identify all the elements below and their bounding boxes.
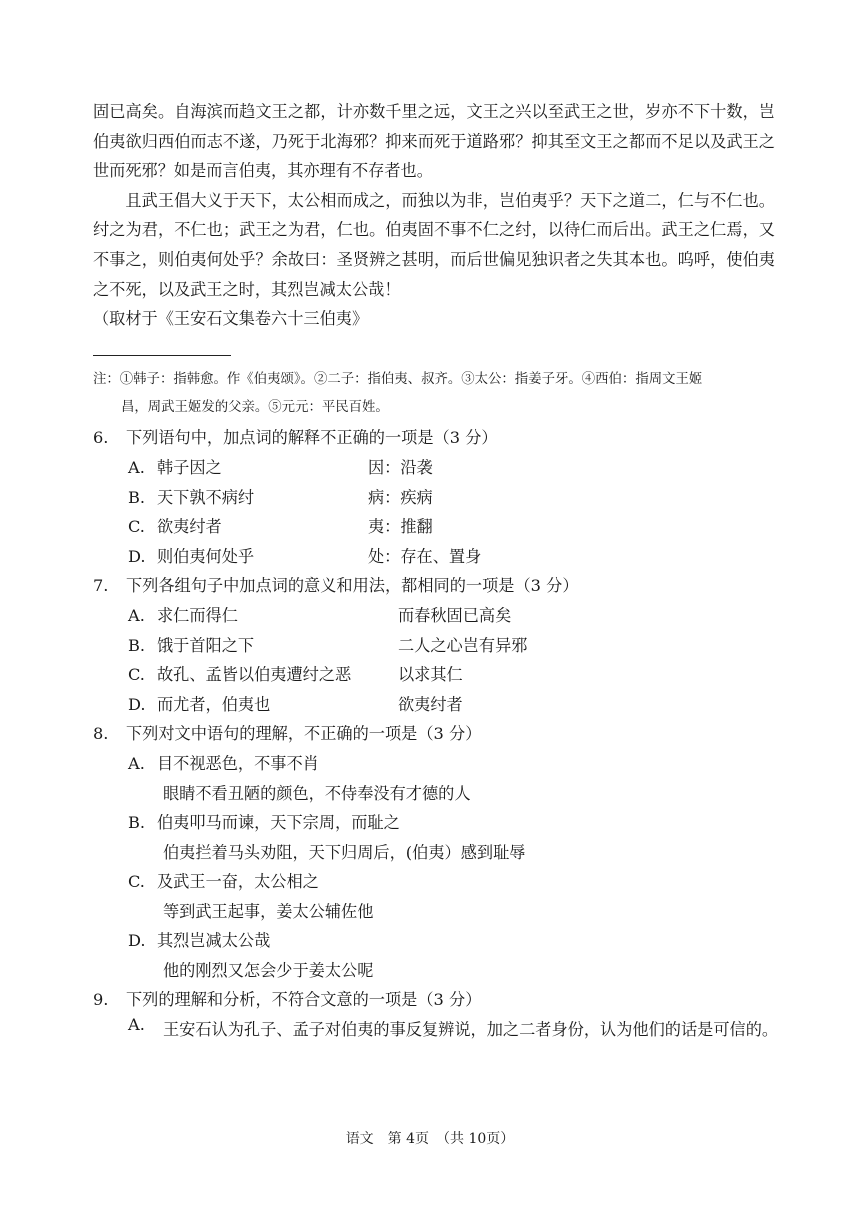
- option-letter: B.: [128, 813, 146, 832]
- question-text: 下列的理解和分析，不符合文意的一项是（3 分）: [126, 990, 482, 1009]
- passage-paragraph-1: 固已高矣。自海滨而趋文王之都，计亦数千里之远，文王之兴以至武王之世，岁亦不下十数，岂伯夷欲归西伯而志不遂，乃死于北海邪？抑来而死于道路邪？抑其至文王之都而不足以及武王之世而死邪？如是而言伯夷，其亦理有不存者也。: [93, 102, 775, 181]
- option-letter: A.: [128, 1015, 145, 1034]
- question-text: 下列语句中，加点词的解释不正确的一项是（3 分）: [126, 428, 498, 447]
- option-pair: 二人之心岂有异邪: [398, 635, 528, 655]
- question-number: 6.: [93, 428, 109, 447]
- option-text: 则伯夷何处乎: [157, 546, 255, 566]
- option-gloss: 因：沿袭: [368, 458, 433, 477]
- option-text: 其烈岂减太公哉: [157, 931, 271, 950]
- question-number: 9.: [93, 990, 109, 1009]
- option-pair: 以求其仁: [398, 665, 463, 684]
- option-6b: [93, 483, 783, 513]
- option-gloss: 处：存在、置身: [368, 546, 482, 566]
- option-letter: A.: [128, 754, 145, 773]
- option-6c: [93, 512, 783, 542]
- option-8a: [93, 749, 783, 779]
- option-8b-explain: 伯夷拦着马头劝阻，天下归周后，(伯夷）感到耻辱: [163, 842, 526, 862]
- question-text: 下列各组句子中加点词的意义和用法，都相同的一项是（3 分）: [126, 576, 579, 595]
- passage-source: （取材于《王安石文集卷六十三伯夷》: [93, 309, 369, 329]
- option-text: 天下孰不病纣: [157, 487, 255, 507]
- option-letter: A.: [128, 458, 145, 477]
- option-letter: A.: [128, 606, 145, 625]
- option-8c: [93, 867, 783, 897]
- option-8c-explain: 等到武王起事，姜太公辅佐他: [163, 901, 374, 921]
- option-8d: [93, 926, 783, 956]
- option-letter: D.: [128, 694, 146, 714]
- option-text: 饿于首阳之下: [157, 635, 255, 655]
- option-letter: B.: [128, 487, 146, 507]
- option-letter: B.: [128, 635, 146, 655]
- option-text: 目不视恶色，不事不肖: [157, 754, 319, 773]
- option-7a: [93, 601, 783, 631]
- option-gloss: 病：疾病: [368, 487, 433, 507]
- question-6-stem: [93, 423, 783, 453]
- option-7d: [93, 690, 783, 720]
- option-letter: C.: [128, 517, 145, 536]
- option-8b: [93, 808, 783, 838]
- question-9-stem: [93, 985, 783, 1015]
- option-text: 欲夷纣者: [157, 517, 222, 536]
- option-text: 而尤者，伯夷也: [157, 694, 271, 714]
- option-pair: 欲夷纣者: [398, 694, 463, 714]
- option-7c: [93, 660, 783, 690]
- page-footer: 语文 第 4页 （共 10页）: [345, 1131, 515, 1147]
- question-text: 下列对文中语句的理解，不正确的一项是（3 分）: [126, 724, 482, 743]
- footnote-line-1: 注：①韩子：指韩愈。作《伯夷颂》。②二子：指伯夷、叔齐。③太公：指姜子牙。④西伯：指周文王姬: [93, 372, 703, 387]
- option-6d: [93, 542, 783, 572]
- option-letter: C.: [128, 872, 145, 891]
- option-text: 伯夷叩马而谏，天下宗周，而耻之: [157, 813, 400, 832]
- footnote-line-2: 昌，周武王姬发的父亲。⑤元元：平民百姓。: [121, 400, 389, 415]
- option-pair: 而春秋固已高矣: [398, 606, 512, 625]
- option-8d-explain: 他的刚烈又怎会少于姜太公呢: [163, 960, 374, 980]
- option-text: 求仁而得仁: [157, 606, 238, 625]
- option-6a: [93, 453, 783, 483]
- passage-paragraph-2: 且武王倡大义于天下，太公相而成之，而独以为非，岂伯夷乎？天下之道二，仁与不仁也。纣之为君，不仁也；武王之为君，仁也。伯夷固不事不仁之纣，以待仁而后出。武王之仁焉，又不事之，则伯夷何处乎？余故曰：圣贤辨之甚明，而后世偏见独识者之失其本也。呜呼，使伯夷之不死，以及武王之时，其烈岂减太公哉！: [93, 190, 775, 299]
- questions: [93, 423, 783, 1045]
- option-9a: [93, 1015, 783, 1045]
- option-gloss: 夷：推翻: [368, 517, 433, 536]
- option-text: 故孔、孟皆以伯夷遭纣之恶: [157, 665, 352, 684]
- option-8a-explain: 眼睛不看丑陋的颜色，不侍奉没有才德的人: [163, 783, 471, 803]
- option-text: 王安石认为孔子、孟子对伯夷的事反复辨说，加之二者身份，认为他们的话是可信的。: [163, 1020, 779, 1039]
- option-text: 及武王一奋，太公相之: [157, 872, 319, 891]
- option-text: 韩子因之: [157, 458, 222, 477]
- footnote: [93, 366, 779, 422]
- question-8-stem: [93, 719, 783, 749]
- question-number: 8.: [93, 724, 109, 743]
- option-letter: C.: [128, 665, 145, 684]
- option-7b: [93, 631, 783, 661]
- footnote-divider: [93, 355, 231, 356]
- passage: [93, 97, 775, 334]
- question-number: 7.: [93, 576, 109, 595]
- question-7-stem: [93, 571, 783, 601]
- option-letter: D.: [128, 546, 146, 566]
- option-letter: D.: [128, 931, 146, 950]
